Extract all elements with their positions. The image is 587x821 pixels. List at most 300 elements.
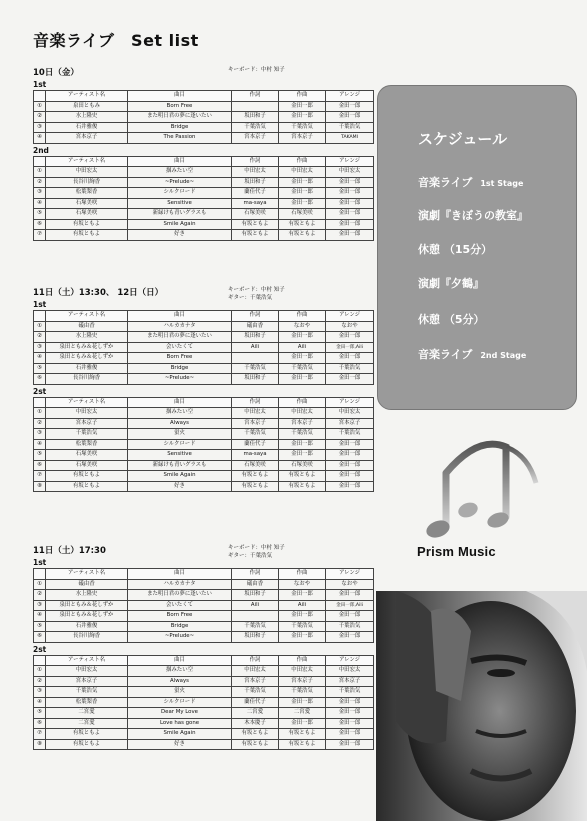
table-header-row xyxy=(34,91,374,102)
table-header-row xyxy=(34,311,374,322)
table-cell: Bridge xyxy=(128,363,232,374)
column-header xyxy=(34,91,46,102)
column-header: アーティスト名 xyxy=(46,311,128,322)
column-header: 作詞 xyxy=(232,655,279,666)
column-header: アレンジ xyxy=(326,91,374,102)
column-header: 作詞 xyxy=(232,397,279,408)
schedule-item xyxy=(418,241,492,257)
setlist-section xyxy=(33,544,373,750)
table-cell: ⑦ xyxy=(34,471,46,482)
table-cell: シルクロード xyxy=(128,188,232,199)
setlist-table xyxy=(33,568,374,643)
table-cell: 有坂ともよ xyxy=(46,481,128,492)
table-cell: 泉田ともみ＆花しずか xyxy=(46,353,128,364)
table-cell: 金田一郎 xyxy=(279,112,326,123)
table-cell: 蘭佳代子 xyxy=(232,188,279,199)
table-row xyxy=(34,611,374,622)
table-cell: 金田一郎 xyxy=(326,439,374,450)
table-cell xyxy=(232,101,279,112)
table-cell: 金田一郎 xyxy=(326,739,374,750)
table-cell: 掴みたい空 xyxy=(128,167,232,178)
table-cell: ② xyxy=(34,418,46,429)
table-cell: 金田一郎 xyxy=(279,353,326,364)
column-header: 作曲 xyxy=(279,311,326,322)
table-cell: ④ xyxy=(34,439,46,450)
table-cell: また明日君の夢に逢いたい xyxy=(128,332,232,343)
table-cell: 長谷川絢香 xyxy=(46,177,128,188)
schedule-item-label: 音楽ライブ xyxy=(418,348,473,361)
column-header: 作曲 xyxy=(279,655,326,666)
table-cell: ~Prelude~ xyxy=(128,632,232,643)
table-row xyxy=(34,471,374,482)
table-cell: 中田宏太 xyxy=(279,408,326,419)
table-cell: ① xyxy=(34,408,46,419)
staff-line: キーボード：中村 知子 xyxy=(228,287,285,293)
column-header: 作曲 xyxy=(279,91,326,102)
table-cell: 好き xyxy=(128,739,232,750)
table-cell: 有坂ともよ xyxy=(232,471,279,482)
column-header: 作詞 xyxy=(232,569,279,580)
table-cell: また明日君の夢に逢いたい xyxy=(128,590,232,601)
table-cell: ma-saya xyxy=(232,450,279,461)
table-header-row xyxy=(34,655,374,666)
table-cell: 金田一郎 xyxy=(326,718,374,729)
setlist-table xyxy=(33,90,374,144)
table-cell: Born Free xyxy=(128,353,232,364)
schedule-item xyxy=(418,174,523,190)
table-cell: 宮本京子 xyxy=(232,418,279,429)
table-cell: 金田一郎 xyxy=(279,632,326,643)
column-header: アーティスト名 xyxy=(46,156,128,167)
column-header: 作詞 xyxy=(232,156,279,167)
table-cell: 金田一郎 xyxy=(279,590,326,601)
table-cell: 金田一郎 xyxy=(326,729,374,740)
table-row xyxy=(34,450,374,461)
table-cell: ⑥ xyxy=(34,460,46,471)
column-header: アーティスト名 xyxy=(46,91,128,102)
column-header xyxy=(34,655,46,666)
setlist-table xyxy=(33,655,374,751)
schedule-item-label: 演劇『夕鶴』 xyxy=(418,277,484,290)
setlist-table xyxy=(33,156,374,241)
section-staff xyxy=(228,286,285,302)
table-cell: なおや xyxy=(279,579,326,590)
table-cell: ② xyxy=(34,112,46,123)
table-row xyxy=(34,429,374,440)
table-cell: 二宮愛 xyxy=(232,708,279,719)
table-row xyxy=(34,122,374,133)
staff-line: キーボード：中村 知子 xyxy=(228,545,285,551)
table-row xyxy=(34,177,374,188)
table-cell: 宮本京子 xyxy=(279,418,326,429)
table-cell: 宮本京子 xyxy=(46,133,128,144)
table-cell: ⑤ xyxy=(34,209,46,220)
portrait-photo xyxy=(376,591,587,821)
table-header-row xyxy=(34,397,374,408)
table-cell: シルクロード xyxy=(128,697,232,708)
table-row xyxy=(34,676,374,687)
schedule-item xyxy=(418,207,528,223)
table-cell: ② xyxy=(34,676,46,687)
table-row xyxy=(34,408,374,419)
table-row xyxy=(34,167,374,178)
table-cell: ③ xyxy=(34,600,46,611)
section-date: 10日（金） xyxy=(33,68,79,78)
table-row xyxy=(34,632,374,643)
column-header xyxy=(34,156,46,167)
table-cell: ⑤ xyxy=(34,450,46,461)
column-header: 作曲 xyxy=(279,156,326,167)
schedule-item-label: 音楽ライブ xyxy=(418,176,473,189)
column-header: 曲目 xyxy=(128,311,232,322)
table-cell: Aili xyxy=(279,342,326,353)
table-cell: Bridge xyxy=(128,122,232,133)
table-cell: 泉田ともみ＆花しずか xyxy=(46,611,128,622)
table-cell: ④ xyxy=(34,198,46,209)
table-cell: 有坂ともよ xyxy=(232,729,279,740)
page-title: 音楽ライブ Set list xyxy=(33,31,199,50)
column-header: 曲目 xyxy=(128,569,232,580)
table-cell: 宮本京子 xyxy=(232,676,279,687)
table-cell: 金田一郎 xyxy=(326,209,374,220)
column-header: 曲目 xyxy=(128,156,232,167)
table-row xyxy=(34,112,374,123)
table-cell: 有坂ともよ xyxy=(46,471,128,482)
table-row xyxy=(34,374,374,385)
table-cell: 宮本京子 xyxy=(232,133,279,144)
table-cell: 千葉浩気 xyxy=(232,687,279,698)
table-row xyxy=(34,332,374,343)
column-header xyxy=(34,569,46,580)
table-cell: 石井雅俊 xyxy=(46,621,128,632)
table-cell: シルクロード xyxy=(128,439,232,450)
table-cell: 金田一郎 xyxy=(326,708,374,719)
table-cell: ⑦ xyxy=(34,729,46,740)
table-cell: ③ xyxy=(34,188,46,199)
table-cell: 有坂ともよ xyxy=(232,739,279,750)
table-cell: Smile Again xyxy=(128,219,232,230)
table-row xyxy=(34,209,374,220)
table-row xyxy=(34,342,374,353)
table-cell: Born Free xyxy=(128,101,232,112)
table-cell: 中田宏太 xyxy=(46,408,128,419)
table-cell: 金田一郎 xyxy=(279,450,326,461)
table-cell: Always xyxy=(128,418,232,429)
table-cell: 泉田ともみ＆花しずか xyxy=(46,600,128,611)
table-cell: 有坂ともよ xyxy=(232,481,279,492)
table-cell: 金田一郎 xyxy=(326,697,374,708)
table-row xyxy=(34,579,374,590)
table-cell: 掴みたい空 xyxy=(128,408,232,419)
table-cell: 中田宏太 xyxy=(232,408,279,419)
table-cell: 礒由香 xyxy=(232,321,279,332)
table-cell: ⑥ xyxy=(34,374,46,385)
table-cell: 金田一郎 xyxy=(326,353,374,364)
stage-label: 1st xyxy=(33,80,47,89)
table-cell: 水上隆史 xyxy=(46,332,128,343)
table-cell: 泉田ともみ＆花しずか xyxy=(46,342,128,353)
table-cell: ハルカカナタ xyxy=(128,579,232,590)
table-cell: 松葉梨香 xyxy=(46,697,128,708)
table-cell: また明日君の夢に逢いたい xyxy=(128,112,232,123)
table-cell: 石塚美咲 xyxy=(279,460,326,471)
table-cell: 石塚美咲 xyxy=(46,460,128,471)
table-cell: 礒由香 xyxy=(46,579,128,590)
table-cell: 長谷川絢香 xyxy=(46,632,128,643)
column-header: 作曲 xyxy=(279,569,326,580)
column-header: 作詞 xyxy=(232,91,279,102)
table-cell: 金田一郎 xyxy=(326,219,374,230)
table-cell: 好き xyxy=(128,481,232,492)
table-row xyxy=(34,353,374,364)
table-cell: 千葉浩気 xyxy=(232,363,279,374)
table-cell: ma-saya xyxy=(232,198,279,209)
table-cell: 水上隆史 xyxy=(46,590,128,601)
table-cell: 宮本京子 xyxy=(326,676,374,687)
table-cell: 坂田和子 xyxy=(232,332,279,343)
column-header: アレンジ xyxy=(326,397,374,408)
setlist-section xyxy=(33,66,373,241)
table-row xyxy=(34,363,374,374)
table-row xyxy=(34,101,374,112)
table-cell: 千葉浩気 xyxy=(279,687,326,698)
table-cell: 泉田ともみ xyxy=(46,101,128,112)
table-row xyxy=(34,621,374,632)
table-row xyxy=(34,666,374,677)
table-cell: 好き xyxy=(128,230,232,241)
table-cell: ⑥ xyxy=(34,632,46,643)
schedule-item xyxy=(418,311,484,327)
table-row xyxy=(34,321,374,332)
table-cell: ⑥ xyxy=(34,219,46,230)
table-cell: 蘭佳代子 xyxy=(232,697,279,708)
table-cell: 千葉浩気 xyxy=(232,621,279,632)
table-cell: 中田宏太 xyxy=(232,167,279,178)
column-header: アレンジ xyxy=(326,311,374,322)
table-cell: 掴みたい空 xyxy=(128,666,232,677)
schedule-item-label: 休憩 （15分） xyxy=(418,243,493,256)
table-cell: ③ xyxy=(34,687,46,698)
table-cell: 金田一郎 xyxy=(326,632,374,643)
logo-text: Prism Music xyxy=(417,544,496,559)
schedule-item-label: 休憩 （5分） xyxy=(418,313,485,326)
table-cell: ~Prelude~ xyxy=(128,374,232,385)
table-cell: 中田宏太 xyxy=(46,167,128,178)
table-cell: 金田一郎 xyxy=(279,697,326,708)
table-cell: 金田一郎 xyxy=(326,481,374,492)
schedule-title: スケジュール xyxy=(418,130,508,148)
table-cell: ① xyxy=(34,167,46,178)
table-cell: 金田一郎 xyxy=(326,374,374,385)
table-cell: 石塚美咲 xyxy=(232,460,279,471)
table-cell: 中田宏太 xyxy=(46,666,128,677)
table-cell: 千葉浩気 xyxy=(279,429,326,440)
column-header: アレンジ xyxy=(326,655,374,666)
table-cell: ⑧ xyxy=(34,739,46,750)
column-header: 曲目 xyxy=(128,397,232,408)
table-cell: 金田一郎 xyxy=(326,230,374,241)
table-cell: 有坂ともよ xyxy=(232,230,279,241)
table-cell: ④ xyxy=(34,353,46,364)
table-cell: 中田宏太 xyxy=(279,666,326,677)
table-cell: Love has gone xyxy=(128,718,232,729)
table-cell: Aili xyxy=(279,600,326,611)
table-cell: 石井雅俊 xyxy=(46,363,128,374)
table-row xyxy=(34,687,374,698)
table-cell: The Passion xyxy=(128,133,232,144)
table-cell: 金田一郎 xyxy=(279,718,326,729)
column-header: 作曲 xyxy=(279,397,326,408)
table-cell: 宮本京子 xyxy=(46,418,128,429)
stage-label: 1st xyxy=(33,300,47,309)
table-cell: Smile Again xyxy=(128,729,232,740)
table-cell: ハルカカナタ xyxy=(128,321,232,332)
table-header-row xyxy=(34,156,374,167)
table-cell: 金田一郎 xyxy=(326,177,374,188)
table-cell: Always xyxy=(128,676,232,687)
table-cell: ② xyxy=(34,177,46,188)
section-date: 11日（土）13:30、 12日（日） xyxy=(33,288,164,298)
table-row xyxy=(34,198,374,209)
section-header xyxy=(33,286,373,301)
schedule-item xyxy=(418,346,526,362)
table-cell: ⑤ xyxy=(34,621,46,632)
table-cell: ① xyxy=(34,666,46,677)
table-cell: Born Free xyxy=(128,611,232,622)
table-row xyxy=(34,697,374,708)
table-row xyxy=(34,718,374,729)
table-cell: 千葉浩気 xyxy=(326,429,374,440)
table-cell: 宮本京子 xyxy=(326,418,374,429)
section-staff xyxy=(228,66,285,74)
table-cell: ~Prelude~ xyxy=(128,177,232,188)
table-cell: 有坂ともよ xyxy=(279,471,326,482)
table-cell: 金田一郎 xyxy=(326,188,374,199)
table-cell: 中田宏太 xyxy=(232,666,279,677)
table-cell: 宮本京子 xyxy=(279,676,326,687)
table-cell: 金田一郎,Aili xyxy=(326,600,374,611)
table-cell xyxy=(232,611,279,622)
table-cell: ④ xyxy=(34,697,46,708)
staff-line: ギター：千葉浩気 xyxy=(228,295,272,301)
table-cell: ⑧ xyxy=(34,481,46,492)
stage-label: 2nd xyxy=(33,145,49,155)
table-cell: TAKAMI xyxy=(326,133,374,144)
table-header-row xyxy=(34,569,374,580)
table-cell: なおや xyxy=(326,321,374,332)
table-row xyxy=(34,133,374,144)
table-cell: 坂田和子 xyxy=(232,632,279,643)
table-row xyxy=(34,739,374,750)
table-cell xyxy=(232,353,279,364)
section-date: 11日（土）17:30 xyxy=(33,546,106,556)
table-cell: 二宮愛 xyxy=(279,708,326,719)
staff-line: キーボード：中村 知子 xyxy=(228,67,285,73)
table-cell: 会いたくて xyxy=(128,600,232,611)
table-cell: 有坂ともよ xyxy=(46,729,128,740)
table-cell: 松葉梨香 xyxy=(46,439,128,450)
table-cell: ① xyxy=(34,579,46,590)
table-cell: 石塚美咲 xyxy=(232,209,279,220)
schedule-item-label: 演劇『きぼうの教室』 xyxy=(418,209,528,222)
table-cell: 石塚美咲 xyxy=(46,450,128,461)
table-row xyxy=(34,188,374,199)
table-cell: 蘭佳代子 xyxy=(232,439,279,450)
table-cell: Dear My Love xyxy=(128,708,232,719)
column-header: アレンジ xyxy=(326,569,374,580)
table-cell: 坂田和子 xyxy=(232,112,279,123)
table-cell: ⑦ xyxy=(34,230,46,241)
table-cell: 千葉浩気 xyxy=(326,621,374,632)
staff-line: ギター：千葉浩気 xyxy=(228,553,272,559)
column-header: 曲目 xyxy=(128,655,232,666)
table-cell: 中田宏太 xyxy=(326,666,374,677)
table-cell: 金田一郎 xyxy=(279,439,326,450)
table-cell: 石塚美咲 xyxy=(279,209,326,220)
table-cell: 金田一郎 xyxy=(326,112,374,123)
table-cell: ④ xyxy=(34,133,46,144)
table-cell: Sensitive xyxy=(128,450,232,461)
table-cell: 金田一郎 xyxy=(279,332,326,343)
table-cell: 金田一郎 xyxy=(279,611,326,622)
table-cell: 宮本京子 xyxy=(46,676,128,687)
table-cell: 千葉浩気 xyxy=(46,429,128,440)
setlist-table xyxy=(33,310,374,385)
table-cell: 千葉浩気 xyxy=(326,687,374,698)
stage-label: 1st xyxy=(33,558,47,567)
column-header: アーティスト名 xyxy=(46,397,128,408)
table-row xyxy=(34,590,374,601)
table-cell: 金田一郎 xyxy=(326,611,374,622)
table-cell: ② xyxy=(34,332,46,343)
table-cell: なおや xyxy=(279,321,326,332)
table-cell: 有坂ともよ xyxy=(279,219,326,230)
table-cell: 有坂ともよ xyxy=(232,219,279,230)
column-header: アーティスト名 xyxy=(46,569,128,580)
table-cell: 二宮愛 xyxy=(46,718,128,729)
table-cell: 金田一郎 xyxy=(279,374,326,385)
table-cell: 坂田和子 xyxy=(232,374,279,385)
table-cell: 千葉浩気 xyxy=(279,122,326,133)
table-cell: 有坂ともよ xyxy=(46,739,128,750)
table-cell: ② xyxy=(34,590,46,601)
stage-label: 2st xyxy=(33,386,47,396)
table-cell: 金田一郎 xyxy=(326,450,374,461)
table-cell: 長谷川絢香 xyxy=(46,374,128,385)
table-cell: 有坂ともよ xyxy=(46,230,128,241)
table-row xyxy=(34,418,374,429)
schedule-item-sub: 2nd Stage xyxy=(480,351,527,360)
schedule-item-sub: 1st Stage xyxy=(480,179,524,188)
table-cell: 新緑けも青いグラスも xyxy=(128,460,232,471)
table-cell: 松葉梨香 xyxy=(46,188,128,199)
table-row xyxy=(34,481,374,492)
table-cell: ⑤ xyxy=(34,708,46,719)
column-header xyxy=(34,311,46,322)
table-cell: 会いたくて xyxy=(128,342,232,353)
table-cell: Aili xyxy=(232,342,279,353)
table-row xyxy=(34,729,374,740)
section-header xyxy=(33,66,373,78)
table-cell: ① xyxy=(34,101,46,112)
table-cell: 千葉浩気 xyxy=(279,621,326,632)
table-cell: 坂田和子 xyxy=(232,590,279,601)
table-cell: 中田宏太 xyxy=(326,408,374,419)
table-cell: 金田一郎 xyxy=(279,177,326,188)
column-header xyxy=(34,397,46,408)
table-cell: 金田一郎 xyxy=(279,198,326,209)
column-header: アーティスト名 xyxy=(46,655,128,666)
